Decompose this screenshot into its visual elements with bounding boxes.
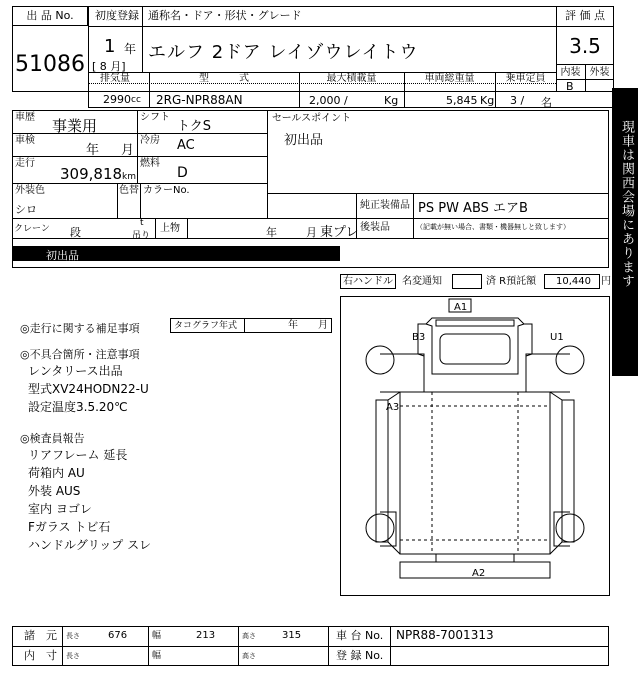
inspector-line: 外装 AUS: [28, 484, 81, 498]
std-equip-value: PS PW ABS エアB: [418, 201, 528, 216]
shaken-label: 車検: [15, 135, 35, 146]
first-listing-banner: [12, 246, 340, 261]
spec-label: 諸 元: [24, 629, 57, 642]
shaken-year: 年: [86, 143, 100, 158]
aftermarket-note: （記載が無い場合、書類・機器無しと致します）: [416, 223, 570, 231]
damage-mark-a3: A3: [386, 402, 400, 413]
divider: [137, 110, 138, 183]
inspector-line: 荷箱内 AU: [28, 466, 85, 480]
divider: [238, 626, 239, 666]
capacity-label: 乗車定員: [505, 73, 546, 84]
ext-color-value: シロ: [15, 203, 37, 216]
fuel-value: D: [177, 165, 188, 181]
score-value: 3.5: [569, 34, 601, 58]
reg-year: 1: [104, 36, 116, 57]
reg-label: 初度登録: [95, 9, 139, 22]
divider: [148, 626, 149, 666]
recycle-unit: 円: [601, 276, 611, 287]
defect-line: レンタリース出品: [28, 364, 123, 378]
divider: [117, 183, 118, 218]
registration-label: 登 録 No.: [336, 649, 384, 662]
divider: [556, 26, 614, 27]
history-label: 車歴: [15, 112, 35, 123]
score-label: 評 価 点: [565, 9, 605, 22]
shaken-month: 月: [121, 143, 135, 158]
in-length-label: 長さ: [66, 652, 80, 660]
in-width-label: 幅: [152, 651, 162, 661]
inspector-line: リアフレーム 延長: [28, 448, 128, 462]
defect-line: 設定温度3.5.20℃: [28, 400, 128, 414]
damage-mark-b3: B3: [412, 332, 426, 343]
displacement-unit: cc: [131, 95, 141, 105]
location-diamond-bottom: ◆◇: [616, 325, 629, 353]
interior-grade: B: [566, 80, 574, 93]
crane-t: t: [140, 218, 144, 228]
specs-frame: [88, 92, 614, 108]
shift-value: トクS: [177, 119, 211, 134]
displacement-label: 排気量: [100, 73, 130, 84]
driving-heading: ◎走行に関する補足事項: [20, 322, 140, 335]
rear-left-wheel: [366, 514, 394, 542]
divider: [390, 626, 391, 666]
name-change-label: 名変通知: [402, 276, 442, 287]
history-value: 事業用: [52, 117, 98, 135]
upper-year: 年: [266, 226, 277, 239]
mileage-value: 309,818: [60, 165, 123, 183]
divider: [556, 79, 614, 80]
divider: [140, 183, 141, 218]
height-value: 315: [282, 630, 302, 641]
shift-label: シフト: [140, 112, 170, 123]
location-diamond-top: ◇◆: [616, 90, 629, 118]
tacho-label: タコグラフ年式: [174, 321, 238, 331]
divider: [88, 26, 556, 27]
lot-label: 出 品 No.: [26, 9, 74, 22]
interior-label: 内装: [560, 67, 581, 78]
divider: [62, 626, 63, 666]
front-left-wheel: [366, 346, 394, 374]
tacho-month: 月: [318, 320, 328, 331]
std-equip-label: 純正装備品: [360, 200, 410, 211]
rear-right-wheel: [556, 514, 584, 542]
first-listing-text: 初出品: [46, 249, 79, 262]
tacho-year: 年: [288, 320, 298, 331]
divider: [328, 626, 329, 666]
inspector-line: Fガラス トビ石: [28, 520, 111, 534]
width-value: 213: [196, 630, 216, 641]
vehicle-condition-diagram: [340, 296, 610, 596]
divider: [12, 133, 267, 134]
defect-line: 型式XV24HODN22-U: [28, 382, 149, 396]
sales-point-value: 初出品: [284, 133, 324, 148]
divider: [413, 194, 414, 238]
crane-label: クレーン: [14, 224, 50, 234]
right-handle-label: 右ハンドル: [343, 276, 393, 287]
width-label: 幅: [152, 631, 162, 641]
exterior-label: 外装: [589, 67, 610, 78]
recycle-amount: 10,440: [556, 276, 591, 287]
model-value: 2RG-NPR88AN: [156, 93, 243, 107]
chassis-value: NPR88-7001313: [396, 628, 494, 642]
recycle-label: 済 R預託額: [486, 276, 537, 287]
vehicle-name: エルフ 2ドア レイゾウレイトウ: [148, 42, 419, 63]
color-no-label: カラーNo.: [143, 185, 190, 196]
length-label: 長さ: [66, 632, 80, 640]
name-label: 通称名・ドア・形状・グレード: [148, 9, 302, 22]
max-load-value: 2,000 /: [309, 94, 348, 107]
divider: [244, 318, 245, 333]
crane-hang: 吊り: [132, 231, 151, 241]
inspector-line: 室内 ヨゴレ: [28, 502, 92, 516]
name-change-box: [452, 274, 482, 289]
damage-mark-a1: A1: [454, 302, 468, 313]
divider: [12, 156, 267, 157]
damage-mark-a2: A2: [472, 568, 486, 579]
ac-value: AC: [177, 138, 195, 153]
divider: [12, 218, 609, 219]
inspector-heading: ◎検査員報告: [20, 432, 85, 445]
aftermarket-label: 後装品: [360, 222, 390, 233]
height-label: 高さ: [242, 632, 256, 640]
internal-label: 内 寸: [24, 649, 57, 662]
max-load-unit: Kg: [384, 94, 399, 107]
divider: [155, 218, 156, 238]
ext-color-label: 外装色: [15, 185, 45, 196]
inspector-line: ハンドルグリップ スレ: [28, 538, 152, 552]
gross-weight-label: 車両総重量: [424, 73, 475, 84]
sales-point-label: セールスポイント: [272, 113, 352, 124]
in-height-label: 高さ: [242, 652, 256, 660]
capacity-unit: 名: [541, 96, 552, 109]
front-right-wheel: [556, 346, 584, 374]
gross-weight-value: 5,845: [446, 94, 478, 107]
defects-heading: ◎不具合箇所・注意事項: [20, 348, 140, 361]
color-change-label: 色替: [119, 185, 139, 196]
gross-weight-unit: Kg: [480, 94, 495, 107]
divider: [142, 6, 143, 72]
max-load-label: 最大積載量: [326, 73, 377, 84]
divider: [12, 646, 609, 647]
mileage-unit: km: [122, 172, 136, 182]
divider: [187, 218, 188, 238]
location-text: 現車は関西会場にあります: [619, 120, 634, 288]
model-label: 型 式: [199, 73, 249, 84]
upper-label: 上物: [160, 223, 180, 234]
damage-mark-u1: U1: [550, 332, 564, 343]
upper-maker: 東プレ: [320, 225, 359, 240]
upper-month: 月: [306, 226, 317, 239]
mileage-label: 走行: [15, 158, 35, 169]
lot-number: 51086: [15, 52, 85, 77]
capacity-value: 3 /: [510, 94, 525, 107]
ac-label: 冷房: [140, 135, 160, 146]
cargo-box: [400, 392, 550, 554]
length-value: 676: [108, 630, 128, 641]
displacement-value: 2990: [103, 93, 131, 106]
chassis-label: 車 台 No.: [336, 629, 384, 642]
fuel-label: 燃料: [140, 158, 160, 169]
reg-year-unit: 年: [124, 42, 137, 56]
reg-month: [ 8 月]: [92, 60, 126, 73]
crane-stage: 段: [70, 226, 81, 239]
